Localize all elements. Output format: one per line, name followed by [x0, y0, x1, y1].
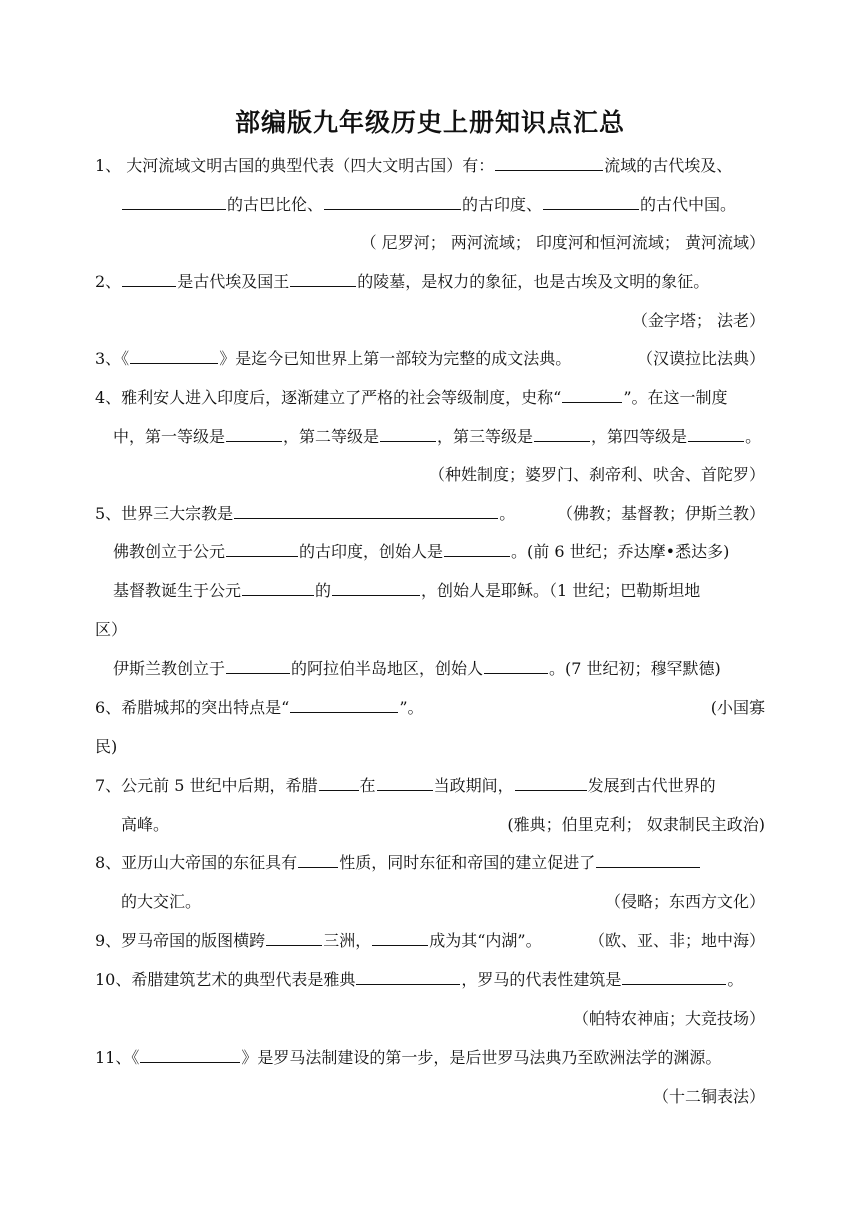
blank — [515, 775, 587, 791]
blank — [534, 426, 590, 442]
answer-1: （ 尼罗河； 两河流域； 印度河和恒河流域； 黄河流域） — [360, 233, 765, 252]
blank — [324, 194, 461, 210]
blank — [266, 930, 322, 946]
blank — [122, 194, 226, 210]
blank — [234, 503, 498, 519]
blank — [226, 426, 282, 442]
blank — [495, 155, 603, 171]
answer-9: （欧、亚、非；地中海） — [588, 931, 765, 950]
blank — [319, 775, 359, 791]
blank — [332, 580, 420, 596]
page-title: 部编版九年级历史上册知识点汇总 — [234, 108, 625, 137]
question-8-line-2: 的大交汇。 — [121, 892, 202, 911]
question-11: 11、《 》是罗马法制建设的第一步，是后世罗马法典乃至欧洲法学的渊源。 — [95, 1048, 722, 1067]
answer-10: （帕特农神庙；大竞技场） — [572, 1009, 765, 1028]
question-3: 3、《 》是迄今已知世界上第一部较为完整的成文法典。 — [95, 349, 572, 368]
blank — [484, 658, 548, 674]
answer-3: （汉谟拉比法典） — [636, 349, 765, 368]
blank — [140, 1047, 240, 1063]
question-10: 10、希腊建筑艺术的典型代表是雅典 ，罗马的代表性建筑是 。 — [95, 970, 744, 989]
blank — [298, 852, 338, 868]
blank — [356, 969, 460, 985]
answer-6: (小国寡 — [710, 698, 765, 717]
blank — [622, 969, 726, 985]
question-2: 2、 是古代埃及国王 的陵墓，是权力的象征，也是古埃及文明的象征。 — [95, 272, 710, 291]
question-7-line-1: 7、公元前 5 世纪中后期，希腊 在 当政期间， 发展到古代世界的 — [95, 776, 716, 795]
answer-8: （侵略；东西方文化） — [604, 892, 765, 911]
question-5-christianity-cont: 区） — [95, 620, 128, 639]
question-6: 6、希腊城邦的突出特点是“ ”。 — [95, 698, 424, 717]
answer-11: （十二铜表法） — [652, 1087, 765, 1106]
question-1-line-2: 的古巴比伦、 的古印度、 的古代中国。 — [121, 194, 736, 216]
blank — [290, 697, 398, 713]
blank — [444, 541, 510, 557]
blank — [372, 930, 428, 946]
question-5-islam: 伊斯兰教创立于 的阿拉伯半岛地区，创始人 。(7 世纪初；穆罕默德) — [113, 659, 721, 678]
blank — [242, 580, 314, 596]
answer-7: (雅典；伯里克利； 奴隶制民主政治) — [507, 815, 765, 834]
question-4-line-2: 中，第一等级是 ，第二等级是 ，第三等级是 ，第四等级是 。 — [113, 427, 762, 446]
question-1-line-1: 1、 大河流域文明古国的典型代表（四大文明古国）有： 流域的古代埃及、 — [95, 156, 733, 175]
question-5-buddhism: 佛教创立于公元 的古印度，创始人是 。(前 6 世纪；乔达摩•悉达多) — [113, 542, 730, 561]
blank — [290, 271, 356, 287]
blank — [130, 348, 218, 364]
blank — [562, 387, 622, 403]
question-5-christianity: 基督教诞生于公元 的 ，创始人是耶稣。（1 世纪；巴勒斯坦地 — [113, 581, 701, 600]
question-9: 9、罗马帝国的版图横跨 三洲， 成为其“内湖”。 — [95, 931, 542, 950]
question-7-line-2: 高峰。 — [121, 815, 170, 834]
question-5: 5、世界三大宗教是 。 — [95, 504, 516, 523]
blank — [688, 426, 744, 442]
blank — [596, 852, 700, 868]
blank — [122, 271, 176, 287]
blank — [377, 775, 433, 791]
blank — [543, 194, 639, 210]
question-8-line-1: 8、亚历山大帝国的东征具有 性质，同时东征和帝国的建立促进了 — [95, 852, 701, 874]
answer-4: （种姓制度；婆罗门、刹帝利、吠舍、首陀罗） — [428, 465, 765, 484]
answer-2: （金字塔； 法老） — [631, 311, 765, 330]
answer-6-cont: 民) — [95, 737, 118, 756]
blank — [380, 426, 436, 442]
blank — [226, 541, 298, 557]
blank — [226, 658, 290, 674]
question-4-line-1: 4、雅利安人进入印度后，逐渐建立了严格的社会等级制度，史称“ ”。在这一制度 — [95, 388, 728, 407]
answer-5: （佛教；基督教；伊斯兰教） — [556, 504, 765, 523]
